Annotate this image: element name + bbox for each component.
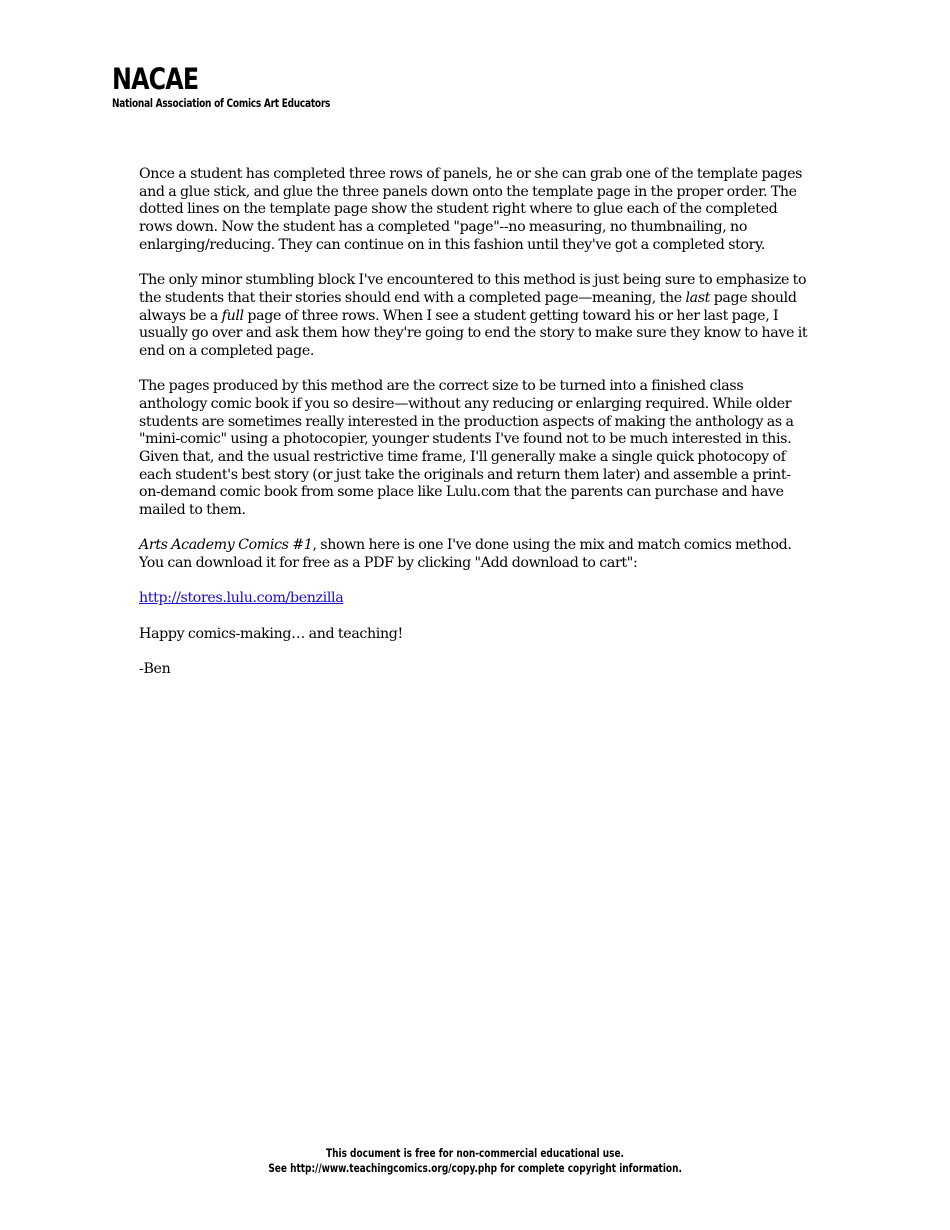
footer-line-2: See http://www.teachingcomics.org/copy.php for complete copyright information. bbox=[268, 1161, 682, 1175]
paragraph-1: Once a student has completed three rows of panels, he or she can grab one of the template pages and a glue stick, and glue the three panels down onto the template page in the proper order. The dotted lines on the template page show the student right where to glue each of the completed rows down. Now the student has a completed "page"--no measuring, no thumbnailing, no enlarging/reducing. They can continue on in this fashion until they've got a completed story. bbox=[139, 166, 803, 253]
paragraph-2 bbox=[139, 272, 811, 361]
comic-title: Arts Academy Comics #1 bbox=[139, 537, 313, 554]
paragraph-2-text-a: The only minor stumbling block I've encountered to this method is just being sure to emphasize to the students that their stories should end with a completed page—meaning, the bbox=[139, 272, 807, 306]
paragraph-4 bbox=[139, 537, 811, 572]
paragraph-4-text: , shown here is one I've done using the mix and match comics method. You can download it for free as a PDF by clicking "Add download to cart": bbox=[139, 537, 792, 572]
emphasis-full: full bbox=[221, 307, 244, 324]
paragraph-2-text-e: page of three rows. When I see a student getting toward his or her last page, I usually go over and ask them how they're going to end the story to make sure they know to have it end on a completed page. bbox=[139, 307, 808, 359]
paragraph-2-text-c: page should always be a bbox=[139, 289, 797, 324]
paragraph-3: The pages produced by this method are the correct size to be turned into a finished class anthology comic book if you so desire—without any reducing or enlarging required. While older students are sometimes really interested in the production aspects of making the anthology as a "mini-comic" using a photocopier, younger students I've found not to be much interested in this. Given that, and the usual restrictive time frame, I'll generally make a single quick photocopy of each student's best story (or just take the originals and return them later) and assemble a print-on-demand comic book from some place like Lulu.com that the parents can purchase and have mailed to them. bbox=[139, 378, 794, 519]
nacae-logo: NACAE bbox=[112, 62, 199, 96]
footer-line-1: This document is free for non-commercial educational use. bbox=[326, 1146, 624, 1160]
article-body bbox=[139, 166, 811, 696]
lulu-store-link[interactable]: http://stores.lulu.com/benzilla bbox=[139, 590, 344, 607]
copyright-footer bbox=[0, 1146, 950, 1176]
link-paragraph bbox=[139, 590, 811, 608]
document-header bbox=[112, 64, 392, 110]
closing-line: Happy comics-making… and teaching! bbox=[139, 625, 403, 642]
emphasis-last: last bbox=[685, 289, 711, 306]
organization-name: National Association of Comics Art Educators bbox=[112, 96, 331, 110]
signature: -Ben bbox=[139, 661, 171, 678]
